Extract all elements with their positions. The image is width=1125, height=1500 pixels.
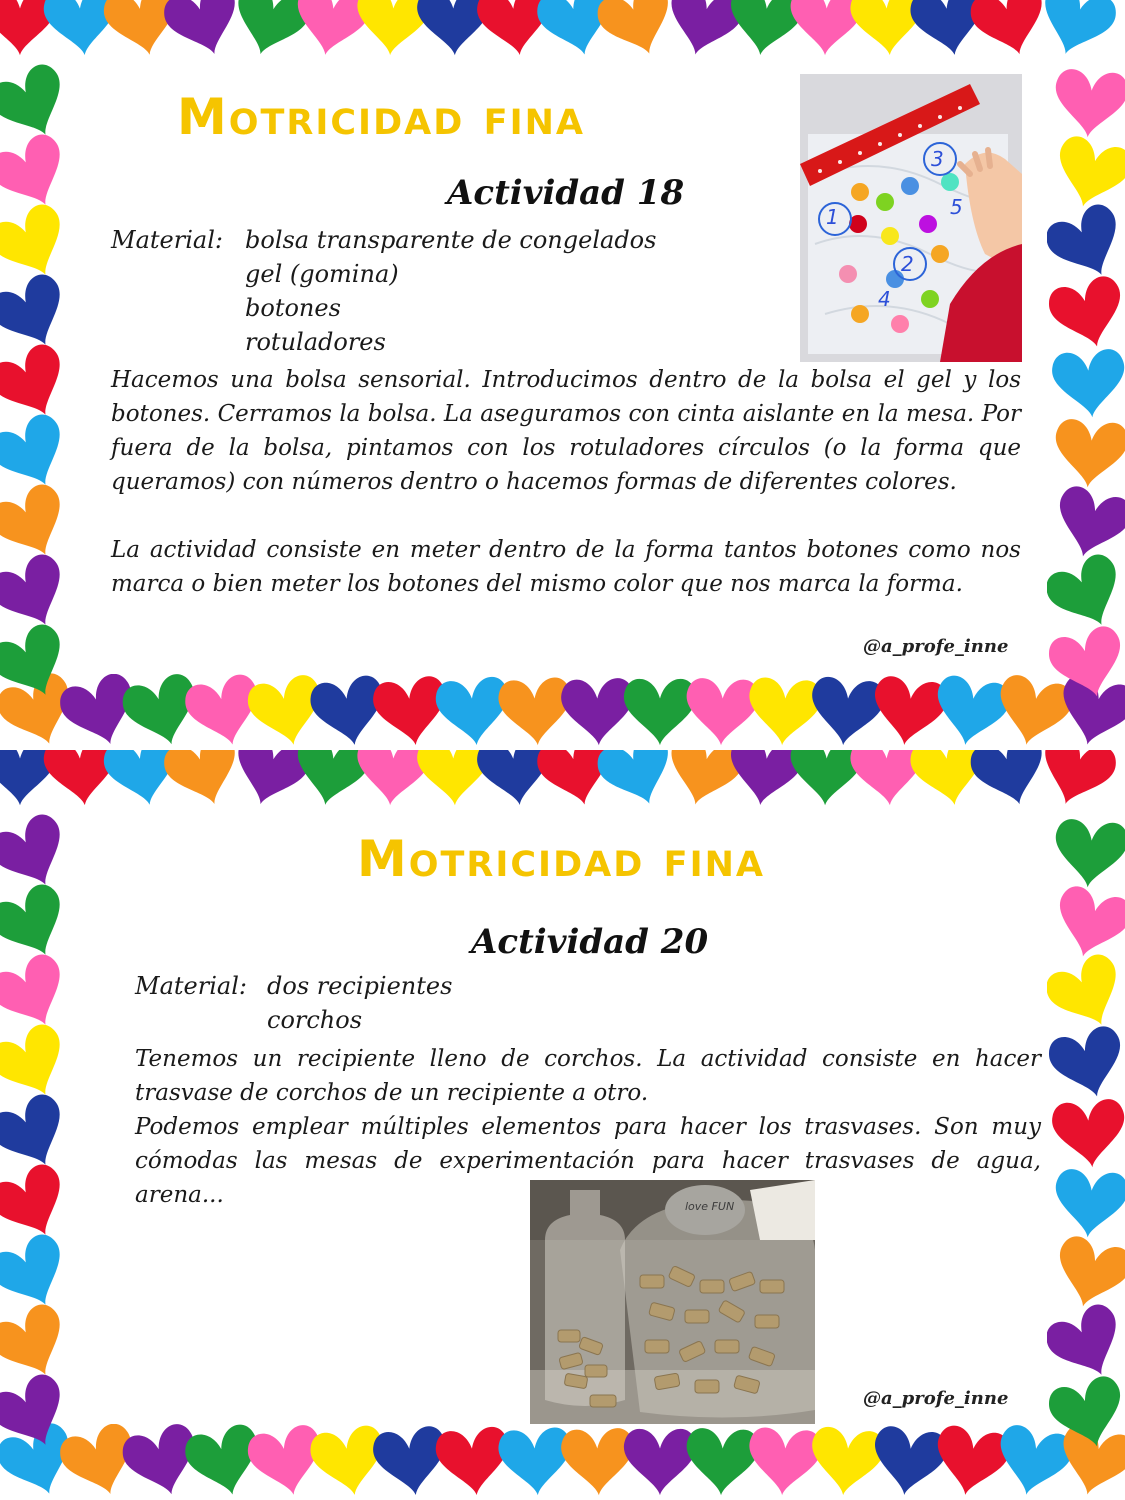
heart-shape [1048, 883, 1125, 966]
heart-shape [371, 1424, 452, 1500]
activity-title: Actividad 20 [471, 922, 709, 962]
material-item: botones [245, 294, 341, 322]
heart-shape [1048, 1233, 1125, 1316]
sensory-bag-photo [800, 74, 1022, 362]
heart-shape [434, 1425, 513, 1499]
photo-number: 3 [931, 147, 944, 171]
heart-shape [561, 678, 636, 747]
heart-shape [1031, 0, 1120, 65]
material-item: rotuladores [245, 328, 386, 356]
heart-shape [561, 1428, 636, 1497]
heart-shape [434, 675, 513, 749]
author-signature: @a_profe_inne [863, 636, 1009, 657]
photo-number: 5 [950, 195, 963, 219]
photo-number: 2 [901, 252, 914, 276]
heart-shape [1048, 483, 1125, 566]
heart-shape [1052, 818, 1125, 890]
description-paragraph: Tenemos un recipiente lleno de corchos. La actividad consiste en hacer trasvase de corchos de un recipiente a otro. [135, 1046, 1041, 1106]
heart-shape [624, 679, 696, 745]
heart-shape [1045, 1023, 1125, 1106]
material-label: Material: [135, 972, 247, 1000]
description-paragraph: Hacemos una bolsa sensorial. Introducimos dentro de la bolsa el gel y los botones. Cerramos la bolsa. La aseguramos con cinta aislante en la mesa. Por fuera de la bolsa, pintamos con los rotuladores círculos (o la forma que queramos) con números dentro o hacemos formas de diferentes colores. [111, 367, 1021, 495]
heart-shape [1031, 750, 1120, 815]
heart-shape [160, 750, 249, 815]
page-heading: Motricidad fina [357, 830, 765, 888]
heart-shape [1041, 949, 1125, 1040]
photo-text: love FUN [685, 1200, 735, 1213]
heart-shape [807, 1425, 886, 1499]
activity-card-20 [0, 750, 1125, 1500]
material-item: dos recipientes [267, 972, 453, 1000]
heart-shape [1041, 549, 1125, 640]
heart-shape [807, 675, 886, 749]
heart-shape [1051, 348, 1125, 420]
material-item: corchos [267, 1006, 363, 1034]
material-item: bolsa transparente de congelados [245, 226, 657, 254]
heart-shape [1048, 133, 1125, 216]
heart-shape [1052, 418, 1125, 490]
heart-shape [746, 676, 823, 747]
heart-shape [1041, 199, 1125, 290]
heart-shape [593, 750, 684, 816]
heart-shape [1051, 1098, 1125, 1170]
corks-jars-photo [530, 1180, 815, 1424]
heart-shape [685, 678, 760, 747]
heart-shape [1052, 68, 1125, 140]
material-item: gel (gomina) [245, 260, 399, 288]
heart-shape [624, 1429, 696, 1495]
activity-title: Actividad 18 [447, 173, 685, 213]
heart-shape [1045, 273, 1125, 356]
heart-shape [1052, 1168, 1125, 1240]
heart-shape [966, 750, 1054, 814]
heart-shape [868, 1424, 949, 1500]
content-panel [75, 822, 1047, 1424]
heart-shape [746, 1426, 823, 1497]
heart-shape [1041, 1299, 1125, 1390]
heart-shape [160, 0, 249, 65]
description-paragraph: Podemos emplear múltiples elementos para hacer los trasvases. Son muy cómodas las mesas de experimentación para hacer trasvases de agua, arena... [135, 1114, 1041, 1208]
heart-shape [966, 0, 1054, 64]
heart-shape [497, 1426, 574, 1497]
author-signature: @a_profe_inne [863, 1388, 1009, 1409]
heart-shape [593, 0, 684, 66]
heart-shape [497, 676, 574, 747]
photo-number: 1 [826, 205, 839, 229]
heart-shape [868, 674, 949, 750]
material-label: Material: [111, 226, 223, 254]
content-panel [75, 78, 1047, 674]
heart-shape [685, 1428, 760, 1497]
description-paragraph: La actividad consiste en meter dentro de la forma tantos botones como nos marca o bien meter los botones del mismo color que nos marca la forma. [111, 537, 1021, 597]
heart-shape [371, 674, 452, 750]
photo-number: 4 [878, 287, 891, 311]
page-heading: Motricidad fina [177, 88, 585, 146]
